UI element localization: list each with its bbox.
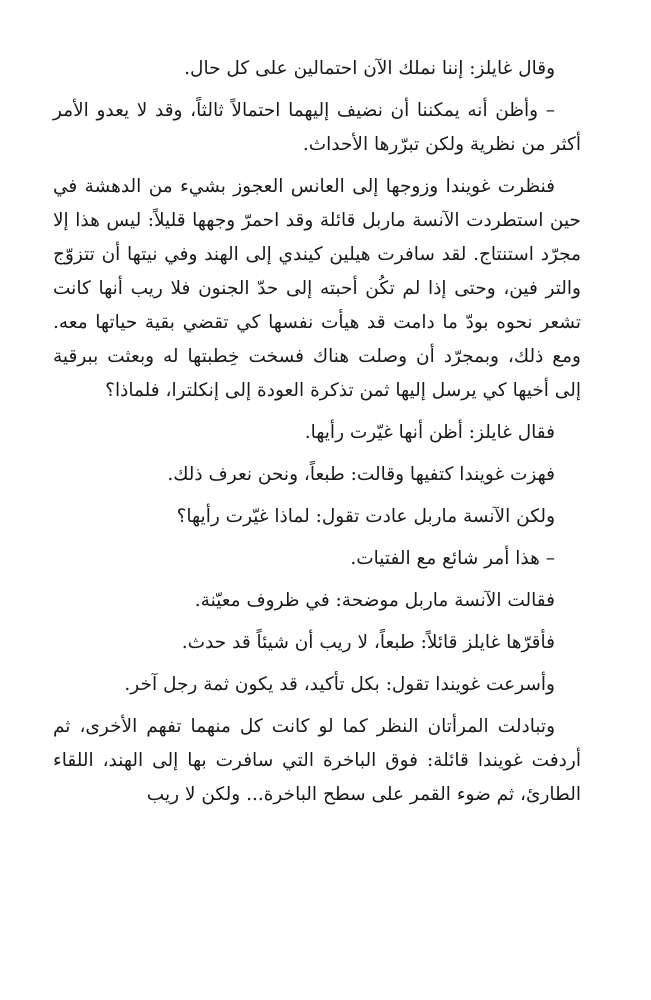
paragraph: فنظرت غويندا وزوجها إلى العانس العجوز بشيء من الدهشة في حين استطردت الآنسة ماربل قائلة وقد احمرّ وجهها قليلاً: ليس هذا إلا مجرّد استنتاج. لقد سافرت هيلين كيندي إلى الهند وفي نيتها أن تتزوّج والتر فين، وحتى إذا لم تكُن أحبته إلى حدّ الجنون فلا ريب أنها كانت تشعر نحوه بودّ ما دامت قد هيأت نفسها كي تقضي بقية حياتها معه. ومع ذلك، وبمجرّد أن وصلت هناك فسخت خِطبتها له وبعثت ببرقية إلى أخيها كي يرسل إليها ثمن تذكرة العودة إلى إنكلترا، فلماذا؟ [53, 176, 581, 401]
paragraph: – هذا أمر شائع مع الفتيات. [350, 548, 555, 569]
paragraph: وتبادلت المرأتان النظر كما لو كانت كل منهما تفهم الأخرى، ثم أردفت غويندا قائلة: فوق الباخرة التي سافرت بها إلى الهند، اللقاء الطارئ، ثم ضوء القمر على سطح الباخرة... ولكن لا ريب [53, 716, 581, 805]
paragraph: فأقرّها غايلز قائلاً: طبعاً، لا ريب أن شيئاً قد حدث. [181, 632, 555, 653]
paragraph: فقالت الآنسة ماربل موضحة: في ظروف معيّنة. [194, 590, 555, 611]
paragraph: – وأظن أنه يمكننا أن نضيف إليهما احتمالاً ثالثاً، وقد لا يعدو الأمر أكثر من نظرية ولكن تبرّرها الأحداث. [53, 100, 581, 155]
paragraph: فقال غايلز: أظن أنها غيّرت رأيها. [304, 422, 555, 443]
paragraph: فهزت غويندا كتفيها وقالت: طبعاً، ونحن نعرف ذلك. [167, 464, 555, 485]
paragraph: وأسرعت غويندا تقول: بكل تأكيد، قد يكون ثمة رجل آخر. [124, 674, 555, 695]
book-page [53, 52, 581, 812]
paragraph: وقال غايلز: إننا نملك الآن احتمالين على كل حال. [184, 58, 555, 79]
paragraph: ولكن الآنسة ماربل عادت تقول: لماذا غيّرت رأيها؟ [176, 506, 555, 527]
